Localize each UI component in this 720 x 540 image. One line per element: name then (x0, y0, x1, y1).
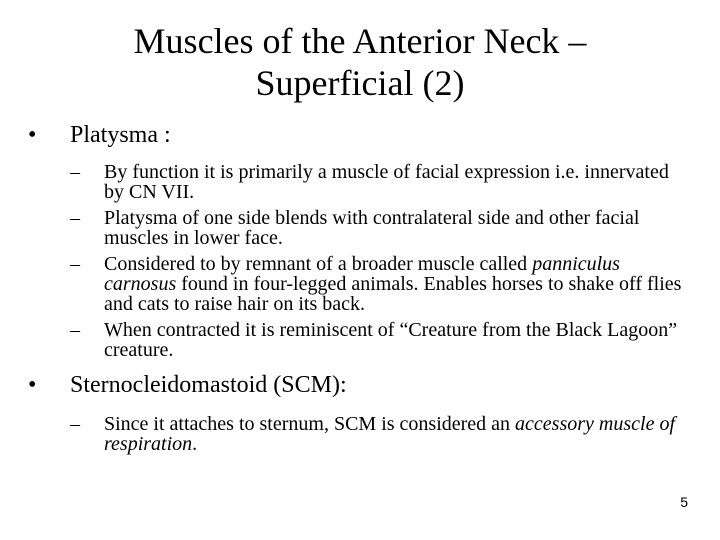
bullet-group-scm (28, 370, 688, 454)
sub-bullet-text-after: found in four-legged animals. Enables horses to shake off flies and cats to raise hair on its back. (104, 273, 682, 315)
bullet-marker: • (28, 372, 37, 398)
dash-marker: – (70, 319, 80, 341)
bullet-scm (28, 370, 688, 400)
slide-title-line-2: Superficial (2) (255, 63, 465, 103)
slide-content (28, 120, 688, 454)
dash-marker: – (70, 207, 80, 229)
sub-bullet-panniculus (28, 254, 688, 314)
platysma-sub-list (28, 162, 688, 360)
sub-bullet-italic-term: accessory muscle of respiration (104, 413, 675, 455)
bullet-marker: • (28, 122, 37, 148)
sub-bullet-facial-expression (28, 162, 688, 202)
sub-bullet-respiration (28, 414, 688, 454)
sub-bullet-italic-term: panniculus carnosus (104, 253, 620, 295)
slide-title-line-1: Muscles of the Anterior Neck – (133, 21, 587, 61)
sub-bullet-text-before: Since it attaches to sternum, SCM is considered an (104, 413, 511, 435)
page-number: 5 (680, 494, 688, 510)
bullet-text: Sternocleidomastoid (SCM): (70, 372, 347, 398)
sub-bullet-text: Platysma of one side blends with contralateral side and other facial muscles in lower face. (104, 207, 640, 249)
sub-bullet-text: When contracted it is reminiscent of “Creature from the Black Lagoon” creature. (104, 319, 678, 361)
sub-bullet-text-before: Considered to by remnant of a broader muscle called (104, 253, 528, 275)
slide-title (60, 20, 660, 104)
dash-marker: – (70, 413, 80, 435)
sub-bullet-creature (28, 320, 688, 360)
sub-bullet-text-after: . (192, 433, 198, 455)
sub-bullet-contralateral (28, 208, 688, 248)
dash-marker: – (70, 161, 80, 183)
bullet-group-platysma (28, 120, 688, 360)
sub-bullet-text: By function it is primarily a muscle of facial expression i.e. innervated by CN VII. (104, 161, 669, 203)
bullet-text: Platysma : (70, 122, 171, 148)
scm-sub-list (28, 414, 688, 454)
bullet-platysma (28, 120, 688, 150)
dash-marker: – (70, 253, 80, 275)
